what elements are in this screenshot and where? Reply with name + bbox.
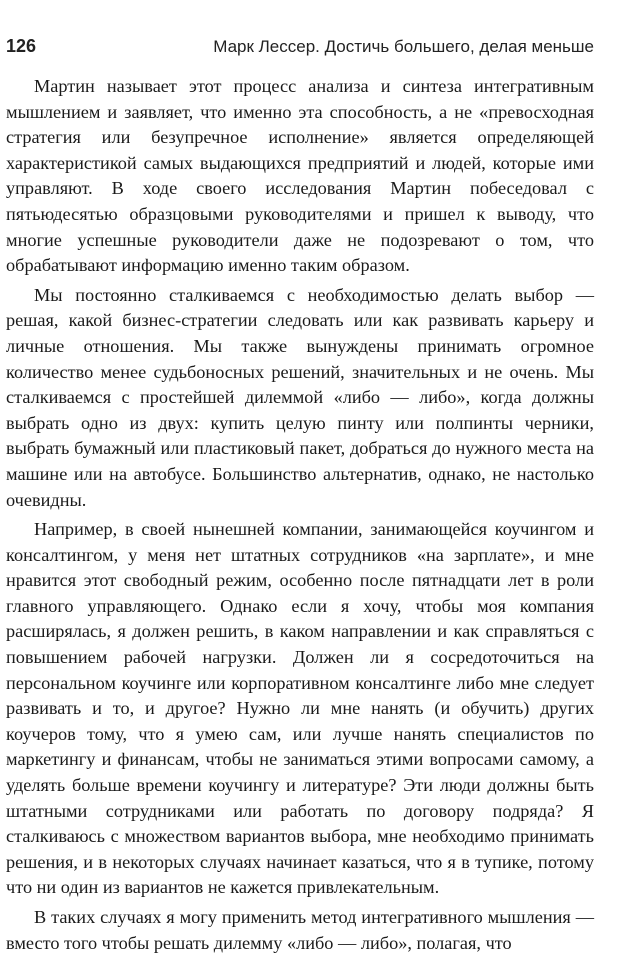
paragraph: Например, в своей нынешней компании, занимающейся коучингом и консалтингом, у меня нет штатных сотрудников «на зарплате», и мне нравится этот свободный режим, особенно после пятнадцати лет в роли главного управляющего. Однако если я хочу, чтобы моя компания расширялась, я должен решить, в каком направлении и как справляться с повышением рабочей нагрузки. Должен ли я сосредоточиться на персональном коучинге или корпоративном консалтинге либо мне следует развивать и то, и другое? Нужно ли мне нанять (и обучить) других коучеров тому, что я умею сам, или лучше нанять специалистов по маркетингу и финансам, чтобы не заниматься этими вопросами самому, а уделять больше времени коучингу и литературе? Эти люди должны быть штатными сотрудниками или работать по договору подряда? Я сталкиваюсь с множеством вариантов выбора, мне необходимо принимать решения, и в некоторых случаях начинает казаться, что я в тупике, потому что ни один из вариантов не кажется привлекательным. <box>6 519 594 898</box>
paragraph: Мартин называет этот процесс анализа и синтеза интегративным мышлением и заявляет, что именно эта способность, а не «превосходная стратегия или безупречное исполнение» является определяющей характеристикой самых выдающихся предприятий и людей, которые ими управляют. В ходе своего исследования Мартин побеседовал с пятьюдесятью образцовыми руководителями и пришел к выводу, что многие успешные руководители даже не подозревают о том, что обрабатывают информацию именно таким образом. <box>6 76 594 276</box>
running-title: Марк Лессер. Достичь большего, делая меньше <box>213 37 594 56</box>
page-number: 126 <box>6 36 37 56</box>
paragraph: Мы постоянно сталкиваемся с необходимостью делать выбор — решая, какой бизнес-стратегии следовать или как развивать карьеру и личные отношения. Мы также вынуждены принимать огромное количество менее судьбоносных решений, значительных и не очень. Мы сталкиваемся с простейшей дилеммой «либо — либо», когда должны выбрать одно из двух: купить целую пинту или полпинты черники, выбрать бумажный или пластиковый пакет, добраться до нужного места на машине или на автобусе. Большинство альтернатив, однако, не настолько очевидны. <box>6 284 594 510</box>
body-text <box>6 74 594 960</box>
running-header <box>6 36 594 60</box>
paragraph: В таких случаях я могу применить метод интегративного мышления — вместо того чтобы решать дилемму «либо — либо», полагая, что <box>6 907 594 953</box>
